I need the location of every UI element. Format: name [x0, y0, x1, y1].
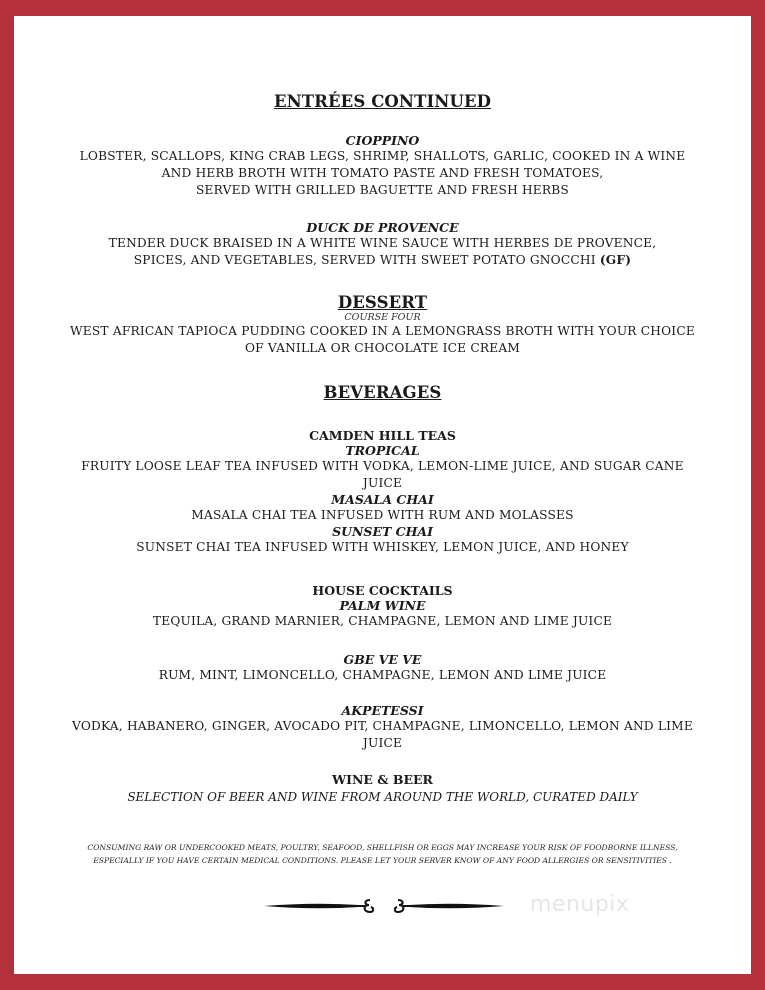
cioppino-desc-2: AND HERB BROTH WITH TOMATO PASTE AND FRESH TOMATOES,	[161, 166, 604, 180]
masala-chai-name: MASALA CHAI	[331, 492, 434, 507]
cioppino-desc-3: SERVED WITH GRILLED BAGUETTE AND FRESH HERBS	[196, 183, 569, 197]
beverages-title: BEVERAGES	[323, 383, 442, 402]
ornament-divider-icon	[264, 894, 504, 918]
akpetessi-desc-1: VODKA, HABANERO, GINGER, AVOCADO PIT, CHAMPAGNE, LIMONCELLO, LEMON AND LIME	[72, 719, 693, 733]
sunset-chai-name: SUNSET CHAI	[332, 524, 433, 539]
gluten-free-tag: (GF)	[599, 253, 632, 267]
cioppino-desc-1: LOBSTER, SCALLOPS, KING CRAB LEGS, SHRIMP, SHALLOTS, GARLIC, COOKED IN A WINE	[79, 149, 686, 163]
masala-chai-desc: MASALA CHAI TEA INFUSED WITH RUM AND MOLASSES	[191, 508, 574, 522]
dessert-title: DESSERT	[337, 293, 428, 312]
dessert-section	[14, 293, 751, 357]
akpetessi-desc-2: JUICE	[362, 736, 403, 750]
duck-desc-2: SPICES, AND VEGETABLES, SERVED WITH SWEET POTATO GNOCCHI	[133, 253, 596, 267]
notice-line-1: CONSUMING RAW OR UNDERCOOKED MEATS, POULTRY, SEAFOOD, SHELLFISH OR EGGS MAY INCREASE YOUR RISK OF FOODBORNE ILLNESS,	[87, 843, 678, 852]
sunset-chai-desc: SUNSET CHAI TEA INFUSED WITH WHISKEY, LEMON JUICE, AND HONEY	[136, 540, 629, 554]
menupix-watermark: menupix	[530, 892, 630, 917]
duck-desc-1: TENDER DUCK BRAISED IN A WHITE WINE SAUCE WITH HERBES DE PROVENCE,	[108, 236, 657, 250]
cocktails-title: HOUSE COCKTAILS	[312, 583, 453, 598]
gbe-ve-ve-desc: RUM, MINT, LIMONCELLO, CHAMPAGNE, LEMON AND LIME JUICE	[158, 668, 607, 682]
teas-title: CAMDEN HILL TEAS	[309, 428, 456, 443]
entrees-title: ENTRÉES CONTINUED	[273, 92, 492, 111]
wine-beer-desc: SELECTION OF BEER AND WINE FROM AROUND THE WORLD, CURATED DAILY	[127, 790, 638, 804]
teas-section	[14, 428, 751, 556]
palm-wine-desc: TEQUILA, GRAND MARNIER, CHAMPAGNE, LEMON AND LIME JUICE	[152, 614, 613, 628]
dessert-desc-2: OF VANILLA OR CHOCOLATE ICE CREAM	[244, 341, 521, 355]
akpetessi-name: AKPETESSI	[341, 703, 424, 718]
tropical-desc-1: FRUITY LOOSE LEAF TEA INFUSED WITH VODKA, LEMON-LIME JUICE, AND SUGAR CANE	[81, 459, 684, 473]
gbe-ve-ve-item	[14, 652, 751, 684]
notice-line-2: ESPECIALLY IF YOU HAVE CERTAIN MEDICAL CONDITIONS. PLEASE LET YOUR SERVER KNOW OF ANY FOOD ALLERGIES OR SENSITIVITIES .	[93, 856, 672, 865]
akpetessi-item	[14, 703, 751, 752]
cocktails-section	[14, 583, 751, 630]
cioppino-name: CIOPPINO	[345, 133, 420, 148]
gbe-ve-ve-name: GBE VE VE	[343, 652, 422, 667]
tropical-name: TROPICAL	[345, 443, 420, 458]
cioppino-item	[14, 133, 751, 199]
tropical-desc-2: JUICE	[362, 476, 403, 490]
wine-beer-section	[14, 772, 751, 804]
dessert-desc-1: WEST AFRICAN TAPIOCA PUDDING COOKED IN A LEMONGRASS BROTH WITH YOUR CHOICE	[70, 324, 695, 338]
duck-item	[14, 220, 751, 269]
duck-name: DUCK DE PROVENCE	[306, 220, 459, 235]
wine-beer-title: WINE & BEER	[332, 772, 433, 787]
food-safety-notice	[14, 841, 751, 867]
menu-page	[14, 16, 751, 974]
dessert-course: COURSE FOUR	[344, 312, 421, 323]
palm-wine-name: PALM WINE	[339, 598, 426, 613]
